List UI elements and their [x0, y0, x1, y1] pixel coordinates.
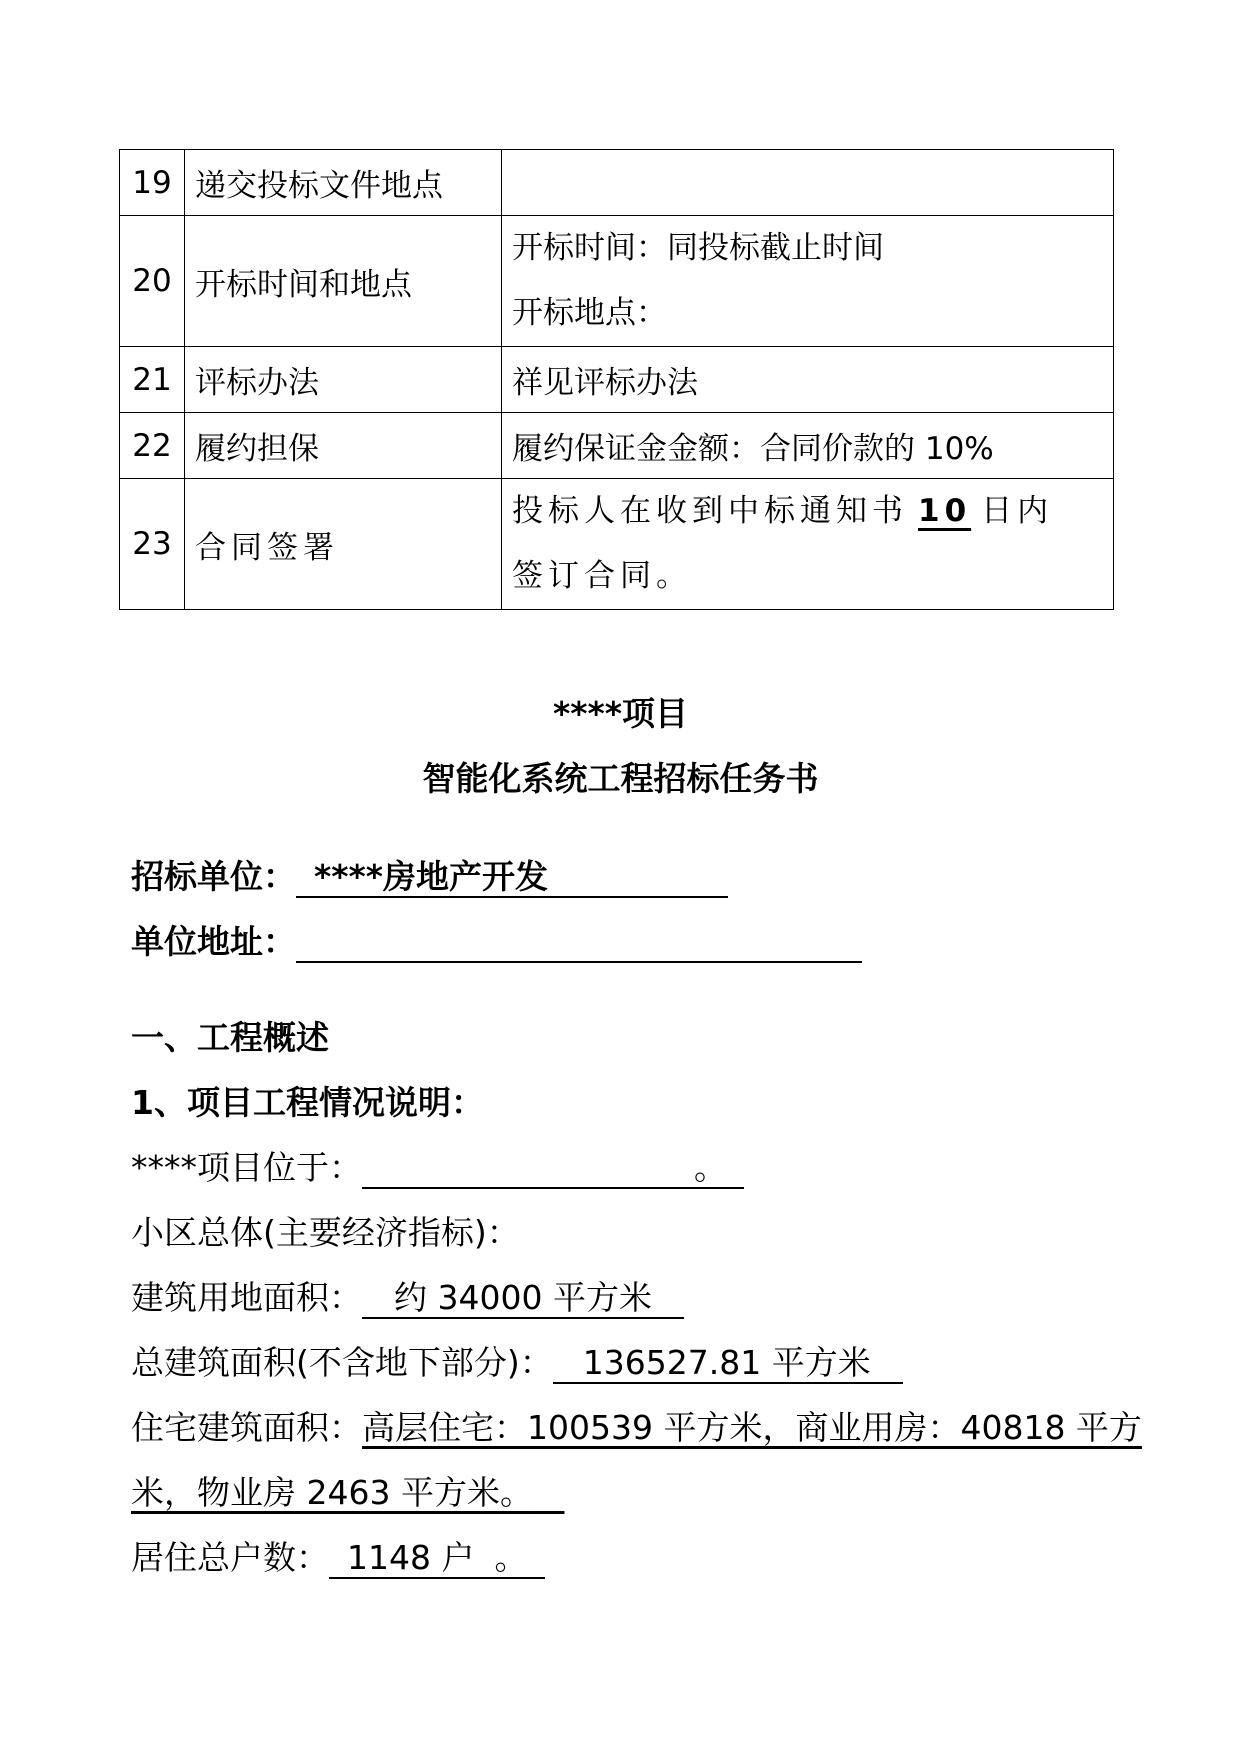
- households-end: 。: [494, 1538, 528, 1577]
- row-content: 履约保证金金额：合同价款的 10%: [502, 413, 1114, 479]
- location-line: [131, 1142, 744, 1189]
- residential-area-trailing-blank: [533, 1473, 564, 1512]
- subsection-heading: 1、项目工程情况说明：: [131, 1083, 484, 1122]
- contract-text-post: 日内: [981, 493, 1054, 529]
- residential-area-value-cont: 米，物业房 2463 平方米。: [131, 1473, 533, 1512]
- unit-address-label: 单位地址：: [131, 922, 296, 961]
- unit-address-value: [296, 923, 862, 963]
- residential-area-value: 高层住宅：100539 平方米，商业用房：40818 平方: [362, 1408, 1142, 1447]
- contract-line-1: [512, 479, 1103, 544]
- residential-area-line: [131, 1402, 1142, 1449]
- contract-line-2: 签订合同。: [512, 558, 692, 594]
- row-item: 递交投标文件地点: [185, 150, 502, 216]
- residential-area-line-2: [131, 1467, 564, 1514]
- open-place-text: 开标地点：: [512, 295, 667, 331]
- row-number: 22: [120, 413, 185, 479]
- bidding-unit-line: [131, 851, 728, 898]
- gfa-value: 136527.81 平方米: [553, 1344, 903, 1384]
- unit-address-line: [131, 916, 862, 963]
- row-number: 20: [120, 216, 185, 347]
- table-row: [120, 347, 1114, 413]
- households-count: 1148 户: [347, 1538, 475, 1577]
- location-label: ****项目位于：: [131, 1148, 362, 1187]
- row-item: 开标时间和地点: [185, 216, 502, 347]
- project-heading: ****项目: [552, 694, 689, 733]
- row-number: 23: [120, 479, 185, 610]
- open-time-text: 开标时间：同投标截止时间: [512, 230, 884, 266]
- gfa-label: 总建筑面积(不含地下部分)：: [131, 1343, 553, 1382]
- households-line: [131, 1532, 545, 1579]
- row-content: [502, 479, 1114, 610]
- row-number: 21: [120, 347, 185, 413]
- overview-label: 小区总体(主要经济指标)：: [131, 1213, 520, 1252]
- contract-text-pre: 投标人在收到中标通知书: [512, 493, 908, 529]
- bidding-unit-value: ****房地产开发: [296, 858, 728, 898]
- residential-area-label: 住宅建筑面积：: [131, 1408, 362, 1447]
- households-value: [329, 1539, 545, 1579]
- location-value: 。: [362, 1149, 744, 1189]
- table-row: [120, 479, 1114, 610]
- row-item: 评标办法: [185, 347, 502, 413]
- table-row: [120, 413, 1114, 479]
- table-row: [120, 150, 1114, 216]
- households-label: 居住总户数：: [131, 1538, 329, 1577]
- row-content: 祥见评标办法: [502, 347, 1114, 413]
- bid-info-table: [119, 149, 1114, 610]
- row-content: [502, 216, 1114, 347]
- contract-days-blank: 10: [918, 493, 972, 529]
- table-row: [120, 216, 1114, 347]
- land-area-label: 建筑用地面积：: [131, 1278, 362, 1317]
- land-area-value: 约 34000 平方米: [362, 1279, 684, 1319]
- row-item: 履约担保: [185, 413, 502, 479]
- document-title: 智能化系统工程招标任务书: [422, 759, 819, 798]
- gross-floor-area-line: [131, 1337, 903, 1384]
- section-heading: 一、工程概述: [131, 1018, 329, 1057]
- row-number: 19: [120, 150, 185, 216]
- bidding-unit-label: 招标单位：: [131, 857, 296, 896]
- row-item: 合同签署: [185, 479, 502, 610]
- land-area-line: [131, 1272, 684, 1319]
- row-content: [502, 150, 1114, 216]
